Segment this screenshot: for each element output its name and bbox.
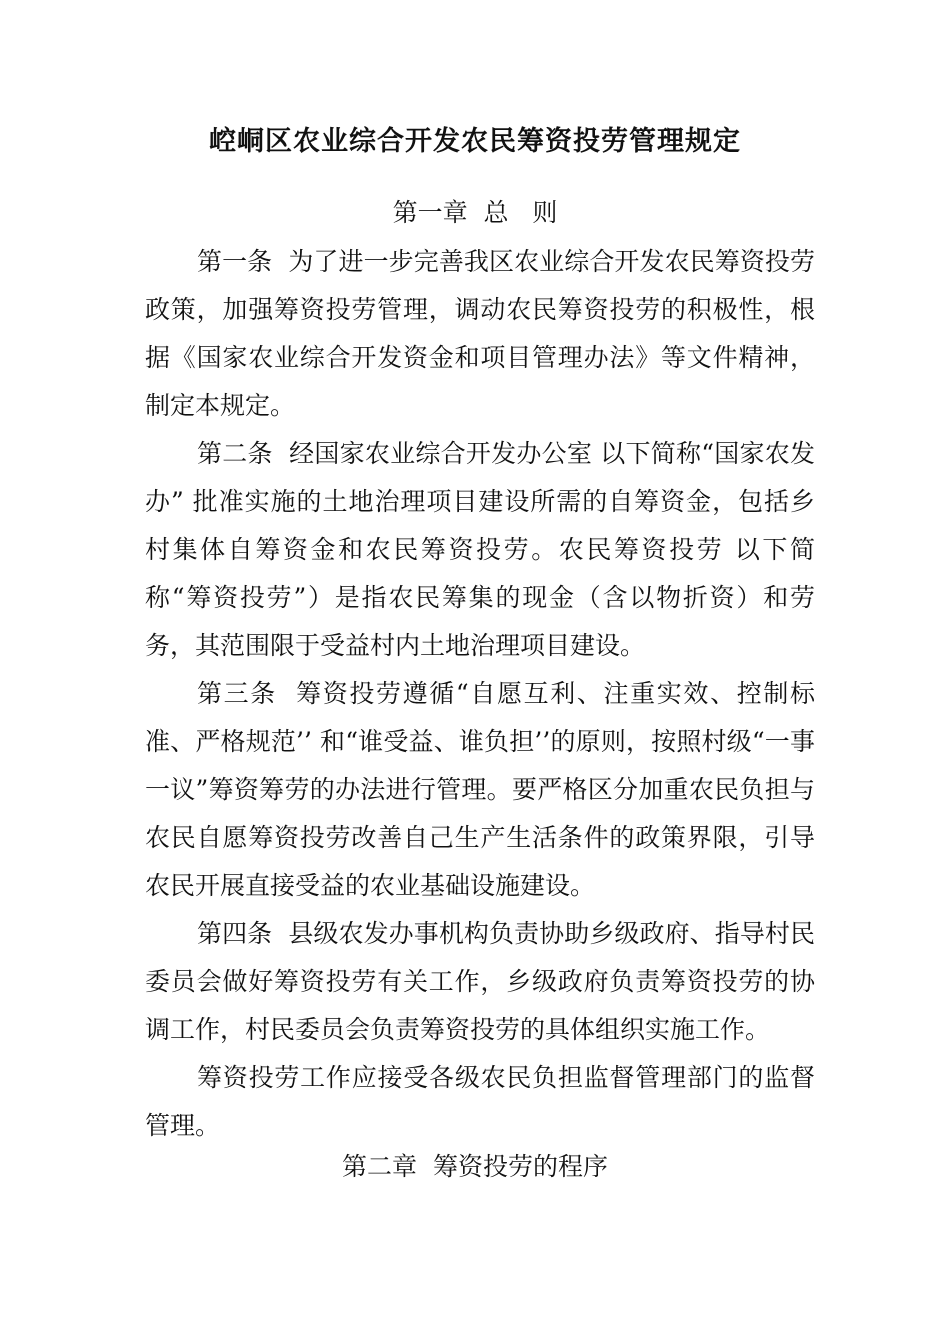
article-4-paragraph: 第四条 县级农发办事机构负责协助乡级政府、指导村民委员会做好筹资投劳有关工作，乡级政府负责筹资投劳的协调工作，村民委员会负责筹资投劳的具体组织实施工作。	[145, 919, 815, 1044]
supervision-paragraph: 筹资投劳工作应接受各级农民负担监督管理部门的监督管理。	[145, 1063, 815, 1140]
chapter-heading-2: 第二章 筹资投劳的程序	[342, 1152, 608, 1181]
document-title: 崆峒区农业综合开发农民筹资投劳管理规定	[209, 126, 741, 157]
article-3-paragraph: 第三条 筹资投劳遵循“自愿互利、注重实效、控制标准、严格规范’’ 和“谁受益、谁负担’’的原则，按照村级“一事一议”筹资筹劳的办法进行管理。要严格区分加重农民负担与农民自愿筹资投劳改善自己生产生活条件的政策界限，引导农民开展直接受益的农业基础设施建设。	[145, 679, 815, 900]
chapter-heading-1: 第一章 总 则	[392, 198, 558, 227]
article-2-paragraph: 第二条 经国家农业综合开发办公室 以下简称“国家农发办” 批准实施的土地治理项目建设所需的自筹资金，包括乡村集体自筹资金和农民筹资投劳。农民筹资投劳 以下简称“筹资投劳”）是指农民筹集的现金（含以物折资）和劳务，其范围限于受益村内土地治理项目建设。	[145, 439, 815, 660]
article-1-paragraph: 第一条 为了进一步完善我区农业综合开发农民筹资投劳政策，加强筹资投劳管理，调动农民筹资投劳的积极性，根据《国家农业综合开发资金和项目管理办法》等文件精神，制定本规定。	[145, 247, 815, 420]
